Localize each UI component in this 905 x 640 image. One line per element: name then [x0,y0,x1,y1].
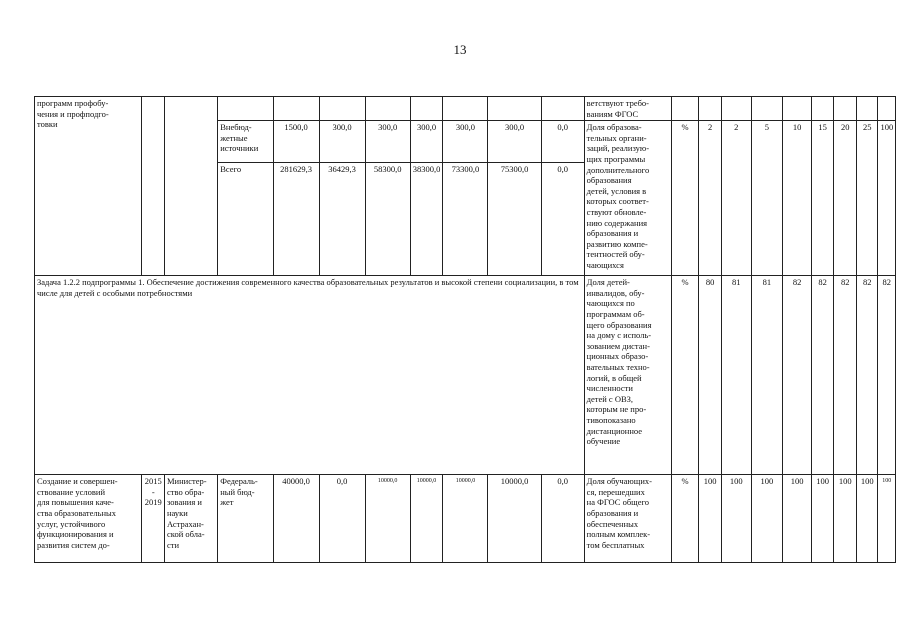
target-cell: 2 [721,121,751,276]
value-cell [443,97,488,121]
event-cell [35,97,142,276]
target-cell [751,97,783,121]
value-cell: 10000,0 [488,475,541,563]
unit-cell: % [671,121,699,276]
value-cell [541,97,584,121]
event-cell [35,475,142,563]
target-cell: 82 [811,276,834,475]
indicator-cell [584,97,671,121]
source-cell [218,97,273,121]
table-row [35,97,896,121]
target-cell: 82 [783,276,812,475]
target-cell: 100 [811,475,834,563]
indicator-cell [584,276,671,475]
unit-cell: % [671,475,699,563]
target-cell: 80 [699,276,722,475]
value-cell: 38300,0 [410,163,443,276]
unit-cell [671,97,699,121]
target-cell: 10 [783,121,812,276]
period-text: 2015 - 2019 [144,476,162,508]
indicator-text: ветствуют требо- ваниям ФГОС [586,98,650,119]
value-cell: 10000,0 [443,475,488,563]
value-cell [273,97,319,121]
value-cell: 10000,0 [410,475,443,563]
task-description: Задача 1.2.2 подпрограммы 1. Обеспечение достижения современного качества образовательных результатов и высокой степени социализации, в том числе для детей с особыми потребностями [35,276,585,475]
unit-cell: % [671,276,699,475]
executor-text: Министер- ство обра- зования и науки Астрахан- ской обла- сти [167,476,207,550]
event-text: Создание и совершен- ствование условий для повышения каче- ства образовательных услуг, устойчивого функционирования и развития систем до- [37,476,118,550]
program-table [34,96,896,563]
source-text: Внебюд- жетные источники [220,122,259,154]
source-cell: Всего [218,163,273,276]
target-cell: 82 [878,276,896,475]
target-cell: 100 [834,475,857,563]
value-cell [410,97,443,121]
table-row [35,276,896,475]
value-cell: 0,0 [541,475,584,563]
target-cell: 81 [721,276,751,475]
value-cell: 75300,0 [488,163,541,276]
page-number: 13 [453,42,467,57]
value-cell [365,97,410,121]
target-cell [878,97,896,121]
value-cell: 0,0 [319,475,365,563]
target-cell: 20 [834,121,857,276]
value-cell: 300,0 [488,121,541,163]
target-cell: 2 [699,121,722,276]
target-cell: 81 [751,276,783,475]
period-cell [142,97,165,276]
target-cell: 5 [751,121,783,276]
target-cell: 100 [878,475,896,563]
value-cell: 58300,0 [365,163,410,276]
executor-cell [165,97,218,276]
target-cell: 100 [751,475,783,563]
source-text: Федераль- ный бюд- жет [220,476,258,508]
value-cell: 0,0 [541,163,584,276]
value-cell: 300,0 [410,121,443,163]
target-cell: 82 [834,276,857,475]
event-text: программ профобу- чения и профподго- товки [37,98,109,130]
indicator-text: Доля обучающих- ся, перешедших на ФГОС общего образования и обеспеченных полным комплек- том бесплатных [586,476,652,550]
value-cell: 0,0 [541,121,584,163]
table-row [35,475,896,563]
target-cell: 15 [811,121,834,276]
period-cell [142,475,165,563]
value-cell: 300,0 [319,121,365,163]
target-cell [783,97,812,121]
target-cell: 100 [699,475,722,563]
value-cell: 73300,0 [443,163,488,276]
target-cell [699,97,722,121]
target-cell: 100 [878,121,896,276]
value-cell: 36429,3 [319,163,365,276]
value-cell: 281629,3 [273,163,319,276]
value-cell [319,97,365,121]
value-cell: 10000,0 [365,475,410,563]
target-cell: 25 [856,121,877,276]
value-cell: 1500,0 [273,121,319,163]
target-cell [856,97,877,121]
source-cell [218,475,273,563]
value-cell: 300,0 [365,121,410,163]
target-cell [834,97,857,121]
value-cell: 300,0 [443,121,488,163]
value-cell: 40000,0 [273,475,319,563]
target-cell [811,97,834,121]
source-cell [218,121,273,163]
target-cell: 82 [856,276,877,475]
target-cell: 100 [856,475,877,563]
executor-cell [165,475,218,563]
indicator-cell [584,475,671,563]
value-cell [488,97,541,121]
indicator-text: Доля образова- тельных органи- заций, реализую- щих программы дополнительного образования детей, условия в которых соответ- ствуют обновле- нию содержания образования и развитию компе- тентностей обу- чающихся [586,122,650,270]
indicator-cell [584,121,671,276]
target-cell [721,97,751,121]
target-cell: 100 [783,475,812,563]
target-cell: 100 [721,475,751,563]
indicator-text: Доля детей- инвалидов, обу- чающихся по программам об- щего образования на дому с исполь- зованием дистан- ционных образо- вательных техно- логий, в общей численности детей с ОВЗ, которым не про- тивопоказано дистанционное обучение [586,277,652,447]
